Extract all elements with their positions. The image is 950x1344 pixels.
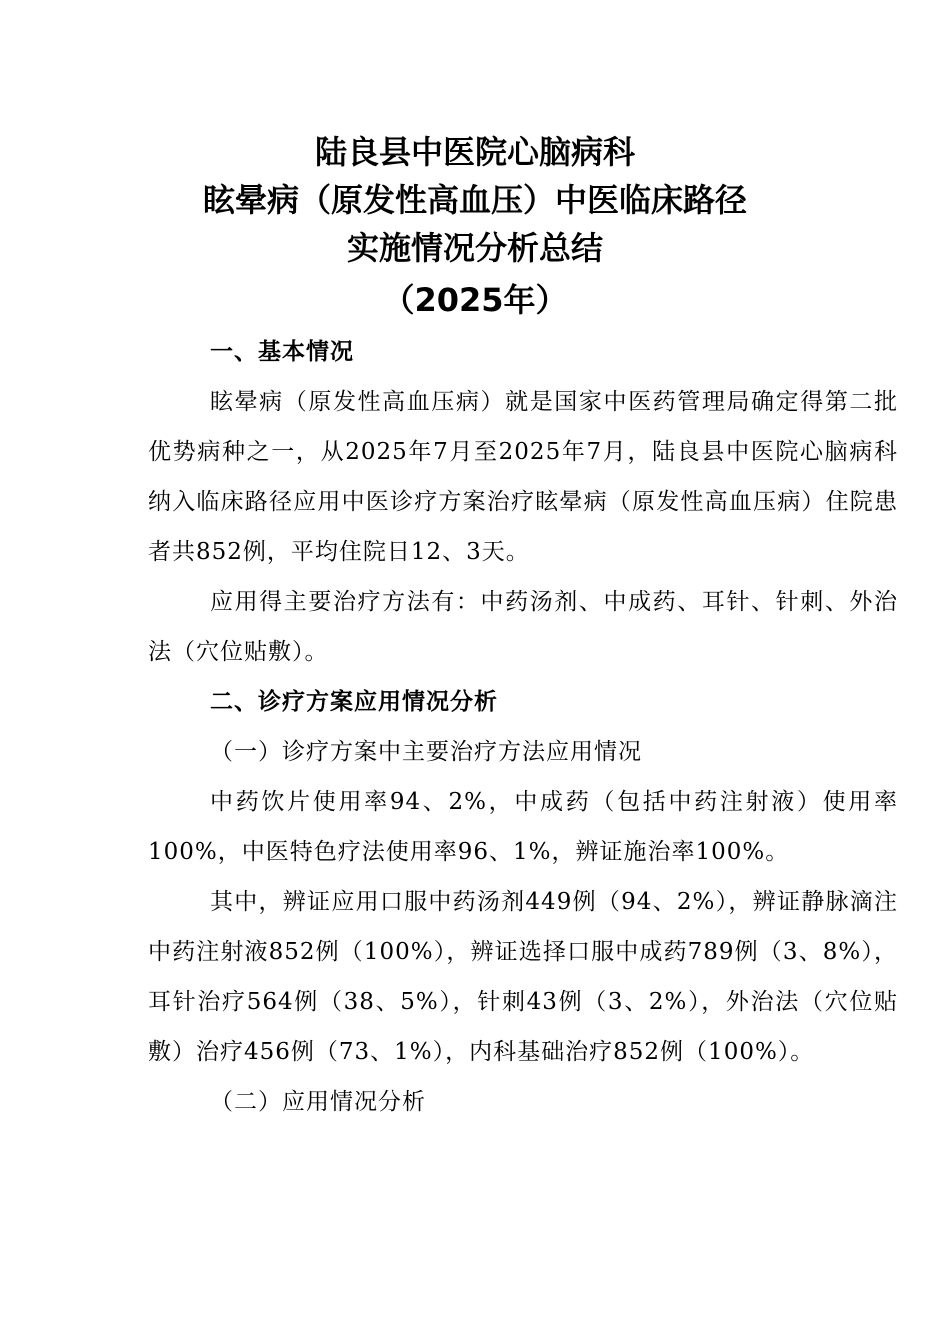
section-heading-analysis: 二、诊疗方案应用情况分析 <box>210 689 498 715</box>
section-heading-basic-info: 一、基本情况 <box>210 339 354 365</box>
title-line-disease: 眩晕病（原发性高血压）中医临床路径 <box>202 181 747 219</box>
title-line-subject: 实施情况分析总结 <box>346 229 603 267</box>
document-body <box>148 327 898 1127</box>
paragraph-basic-info: 眩晕病（原发性高血压病）就是国家中医药管理局确定得第二批优势病种之一，从2025年7月至2025年7月，陆良县中医院心脑病科纳入临床路径应用中医诊疗方案治疗眩晕病（原发性高血压病）住院患者共852例，平均住院日12、3天。 <box>148 389 898 565</box>
subsection-heading-methods-usage: （一）诊疗方案中主要治疗方法应用情况 <box>210 739 642 765</box>
paragraph-usage-rates: 中药饮片使用率94、2%，中成药（包括中药注射液）使用率100%，中医特色疗法使用率96、1%，辨证施治率100%。 <box>148 789 898 865</box>
subsection-heading-usage-analysis: （二）应用情况分析 <box>210 1089 426 1115</box>
title-line-department: 陆良县中医院心脑病科 <box>314 133 635 171</box>
document-title <box>0 128 950 324</box>
paragraph-treatment-methods: 应用得主要治疗方法有：中药汤剂、中成药、耳针、针刺、外治法（穴位贴敷）。 <box>148 589 898 665</box>
paragraph-usage-details: 其中，辨证应用口服中药汤剂449例（94、2%），辨证静脉滴注中药注射液852例（100%），辨证选择口服中成药789例（3、8%），耳针治疗564例（38、5%），针刺43例（3、2%），外治法（穴位贴敷）治疗456例（73、1%），内科基础治疗852例（100%）。 <box>148 889 898 1065</box>
title-line-year: （2025年） <box>382 281 568 319</box>
